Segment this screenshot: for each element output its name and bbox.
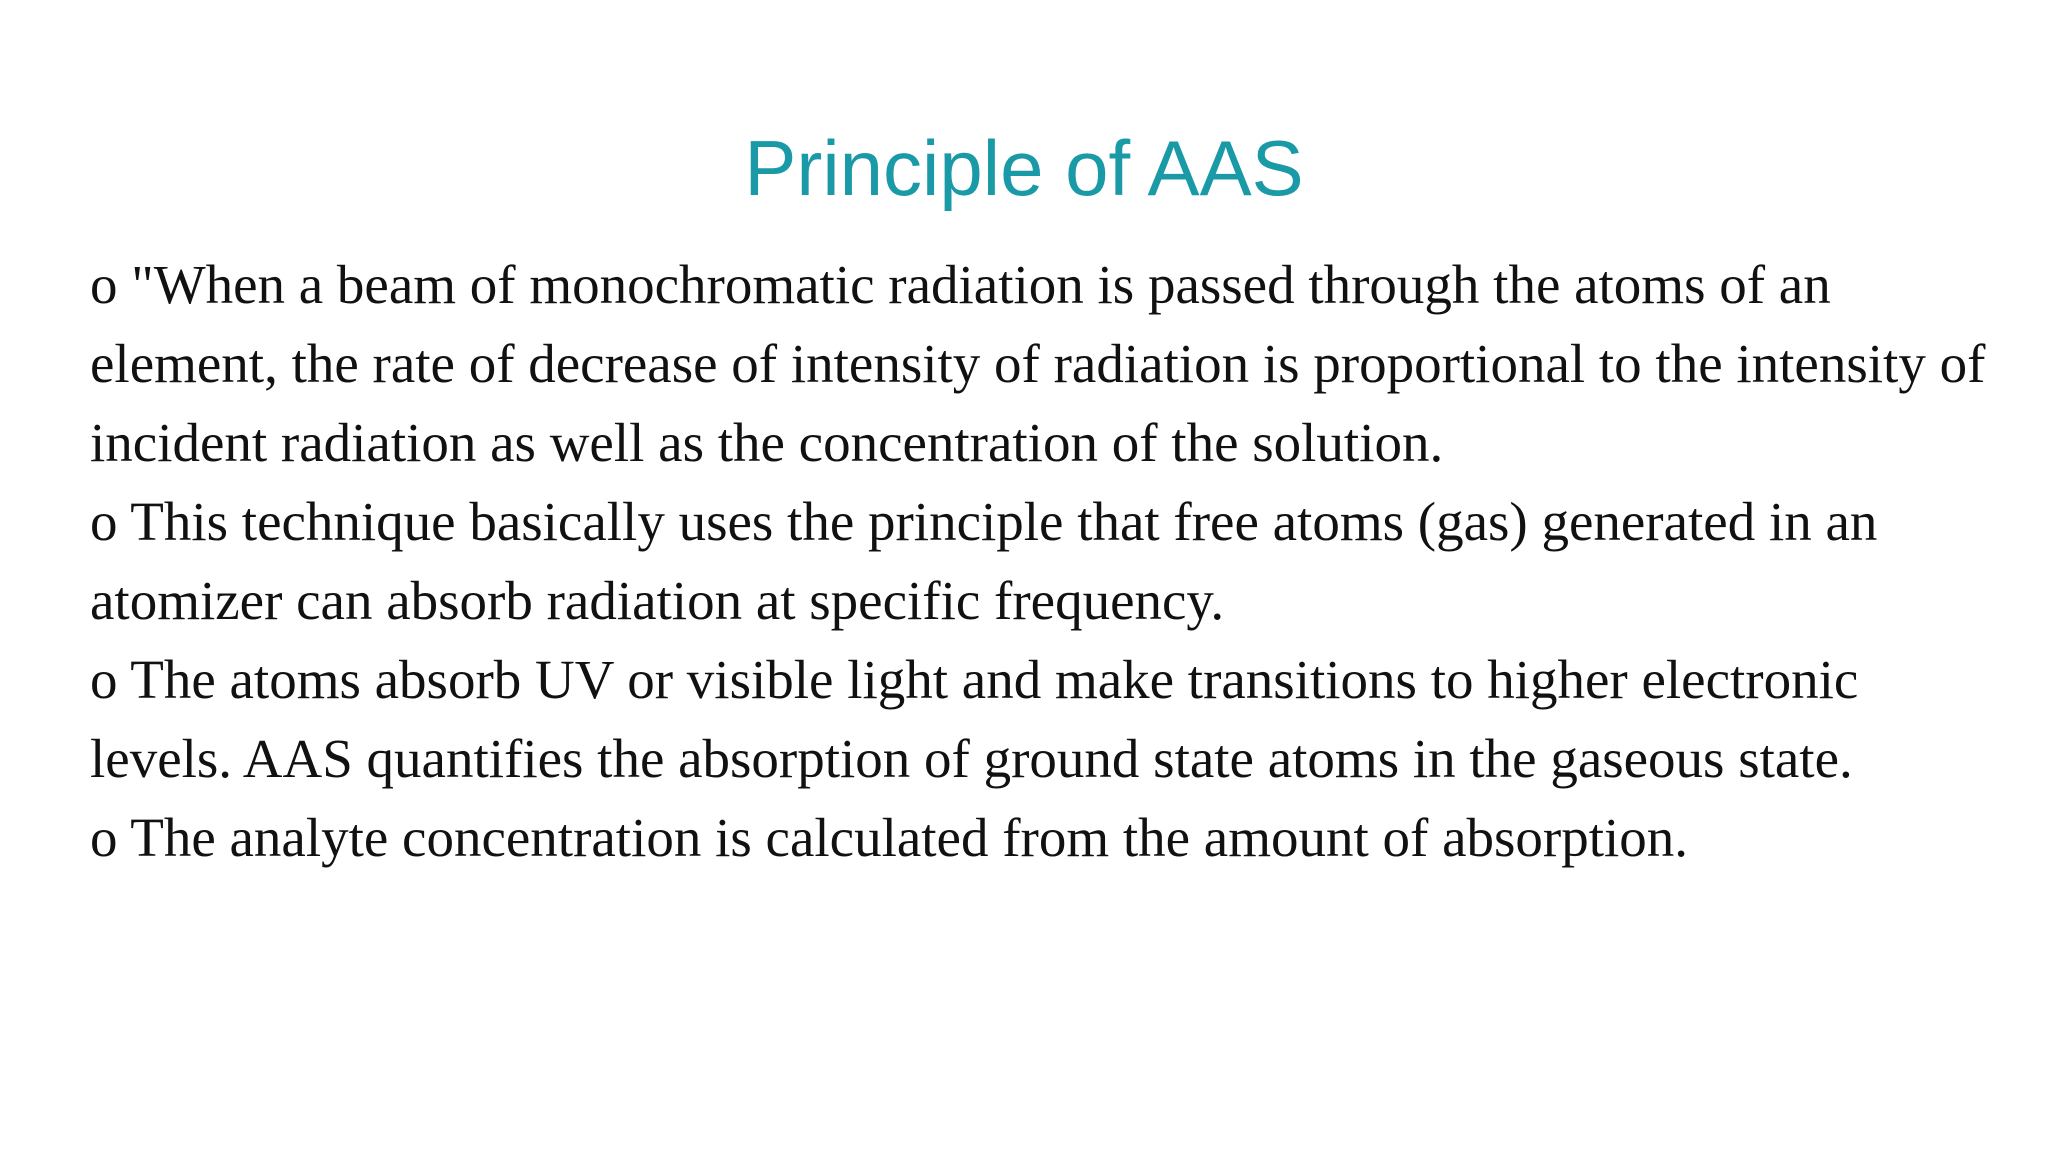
slide-body	[90, 245, 1990, 877]
slide-title: Principle of AAS	[744, 124, 1304, 212]
bullet-point: o This technique basically uses the principle that free atoms (gas) generated in an atomizer can absorb radiation at specific frequency.	[90, 491, 1878, 631]
bullet-point: o "When a beam of monochromatic radiation is passed through the atoms of an element, the rate of decrease of intensity of radiation is proportional to the intensity of incident radiation as well as the concentration of the solution.	[90, 254, 1986, 473]
bullet-point: o The analyte concentration is calculated from the amount of absorption.	[90, 807, 1689, 868]
bullet-point: o The atoms absorb UV or visible light and make transitions to higher electronic levels. AAS quantifies the absorption of ground state atoms in the gaseous state.	[90, 649, 1859, 789]
